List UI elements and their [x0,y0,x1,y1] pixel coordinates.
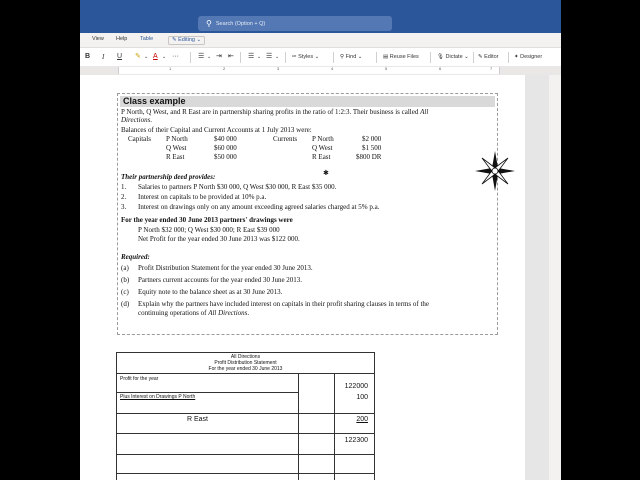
table-row-label: Plus Interest on Drawings P North [120,394,196,400]
currents-label: Currents [273,135,298,143]
editor-button[interactable] [478,52,499,62]
indent-icon[interactable]: ⇥ [216,53,222,60]
microphone-icon: 🎙 [437,54,444,60]
current-partner: Q West [312,144,333,152]
toolbar-divider [508,52,509,63]
table-row-value: 100 [356,394,368,401]
pencil-icon: ✎ [172,37,177,43]
dictate-button[interactable] [437,52,469,62]
chevron-down-icon: ⌄ [464,54,469,60]
document-canvas [80,75,561,480]
deed-item-text: Interest on drawings only on any amount exceeding agreed salaries charged at 5% p.a. [138,203,380,211]
table-row-divider [117,454,374,455]
statement-period: For the year ended 30 June 2013 [208,366,283,372]
highlight-icon[interactable]: ✎ [135,53,141,60]
ruler-number: 5 [385,66,388,71]
capital-partner: R East [166,153,185,161]
italic-button[interactable]: I [102,53,105,61]
toolbar-divider [285,52,286,63]
underline-button[interactable]: U [117,53,123,60]
drawings-line: P North $32 000; Q West $30 000; R East $39 000 [138,226,280,234]
statement-title: Profit Distribution Statement [214,360,277,366]
reuse-files-label: Reuse Files [389,54,419,60]
font-color-button[interactable]: A [153,53,158,60]
ribbon-tabs [80,33,561,47]
find-icon: ⚲ [340,54,345,60]
search-placeholder: Search (Option + Q) [215,20,266,27]
profit-distribution-statement-table[interactable] [116,352,375,480]
required-item-label: (a) [121,264,129,272]
intro-text-line2: Directions. [121,116,153,124]
deed-item-text: Interest on capitals to be provided at 10% p.a. [138,193,267,201]
table-border [117,373,374,374]
deed-item-number: 3. [121,203,127,211]
bullets-dropdown-icon[interactable]: ⌄ [207,54,212,60]
ruler-track [118,67,500,74]
required-item-label: (c) [121,288,129,296]
tab-help[interactable]: Help [116,36,128,42]
chevron-down-icon: ⌄ [196,37,202,43]
required-heading: Required: [121,253,150,261]
ribbon-toolbar [80,47,561,68]
horizontal-ruler[interactable] [80,66,561,75]
table-row-divider [117,433,374,434]
current-amount: $800 DR [356,153,382,161]
balances-heading: Balances of their Capital and Current Accounts at 1 July 2013 were: [121,126,312,134]
toolbar-divider [430,52,431,63]
capital-amount: $40 000 [214,135,237,143]
statement-business-name: All Directions [230,354,261,360]
reuse-files-button[interactable] [383,52,419,62]
current-amount: $2 000 [362,135,382,143]
ruler-number: 6 [439,66,442,71]
toolbar-divider [376,52,377,63]
current-partner: R East [312,153,331,161]
editor-label: Editor [484,54,499,60]
search-box[interactable] [198,16,392,31]
table-row-value: 200 [356,416,368,423]
chevron-down-icon: ⌄ [357,54,363,60]
deed-item-text: Salaries to partners P North $30 000, Q West $30 000, R East $35 000. [138,183,337,191]
toolbar-divider [240,52,241,63]
net-profit-line: Net Profit for the year ended 30 June 2013 was $122 000. [138,235,300,243]
align-icon[interactable]: ☰ [248,53,255,60]
toolbar-divider [190,52,191,63]
required-item-text: Explain why the partners have included interest on capitals in their profit sharing clauses in terms of the [138,300,429,308]
drawings-heading: For the year ended 30 June 2013 partners' drawings were [121,216,293,224]
styles-icon: ✑ [292,54,297,60]
table-row-label: Profit for the year [120,376,159,382]
editing-mode-button[interactable] [168,36,205,45]
capital-amount: $50 000 [214,153,237,161]
ruler-number: 3 [277,66,280,71]
designer-icon: ✦ [514,54,519,60]
toolbar-divider [473,52,474,63]
required-item-text: Profit Distribution Statement for the year ended 30 June 2013. [138,264,313,272]
search-icon: ⚲ [206,19,212,28]
table-row-value: 122000 [344,383,368,390]
toolbar-divider [333,52,334,63]
reuse-files-icon: ▤ [383,54,389,60]
bold-button[interactable]: B [85,53,91,60]
align-dropdown-icon[interactable]: ⌄ [257,54,262,60]
current-amount: $1 500 [362,144,382,152]
cursor-crosshair-icon: ✱ [323,169,329,177]
line-spacing-icon[interactable]: ☰ [266,53,273,60]
dictate-label: Dictate [445,54,463,60]
compass-rose-icon [474,150,516,192]
outdent-icon[interactable]: ⇤ [228,53,234,60]
bullets-icon[interactable]: ☰ [198,53,205,60]
capital-partner: Q West [166,144,187,152]
ruler-number: 7 [490,66,493,71]
designer-label: Designer [520,54,543,60]
font-color-dropdown-icon[interactable]: ⌄ [162,54,167,60]
ruler-number: 1 [169,66,172,71]
word-online-window [80,0,561,480]
current-partner: P North [312,135,334,143]
line-spacing-dropdown-icon[interactable]: ⌄ [275,54,280,60]
deed-item-number: 1. [121,183,127,191]
chevron-down-icon: ⌄ [314,54,320,60]
more-options-icon[interactable]: ··· [172,53,179,60]
required-item-label: (d) [121,300,130,308]
vertical-scrollbar[interactable] [549,75,561,480]
styles-label: Styles [298,54,314,60]
table-row-divider [117,413,374,414]
find-label: Find [345,54,357,60]
styles-button[interactable] [292,52,319,62]
title-bar [80,0,561,33]
document-page[interactable] [80,75,525,480]
table-row-value: 122300 [344,437,368,444]
deed-heading: Their partnership deed provides: [121,173,216,181]
tab-table[interactable]: Table [140,36,154,42]
ruler-number: 4 [331,66,334,71]
deed-item-number: 2. [121,193,127,201]
required-item-text-line2: continuing operations of All Directions. [138,309,250,317]
find-button[interactable] [340,52,362,62]
tab-view[interactable]: View [92,36,104,42]
intro-text: P North, Q West, and R East are in partnership sharing profits in the ratio of 1:2:3. Their business is called All [121,108,429,116]
table-row-divider [117,392,298,393]
required-item-label: (b) [121,276,130,284]
table-row-label: R East [187,416,209,423]
capital-amount: $60 000 [214,144,237,152]
capitals-label: Capitals [128,135,151,143]
class-example-box[interactable] [117,93,498,335]
capital-partner: P North [166,135,188,143]
example-title: Class example [120,96,495,107]
editor-icon: ✎ [478,54,483,60]
required-item-text: Partners current accounts for the year ended 30 June 2013. [138,276,303,284]
table-column-divider [298,373,299,480]
highlight-dropdown-icon[interactable]: ⌄ [144,54,149,60]
editing-label: Editing [178,37,195,43]
ruler-number: 2 [223,66,226,71]
table-row-divider [117,473,374,474]
designer-button[interactable] [514,52,542,62]
required-item-text: Equity note to the balance sheet as at 30 June 2013. [138,288,283,296]
